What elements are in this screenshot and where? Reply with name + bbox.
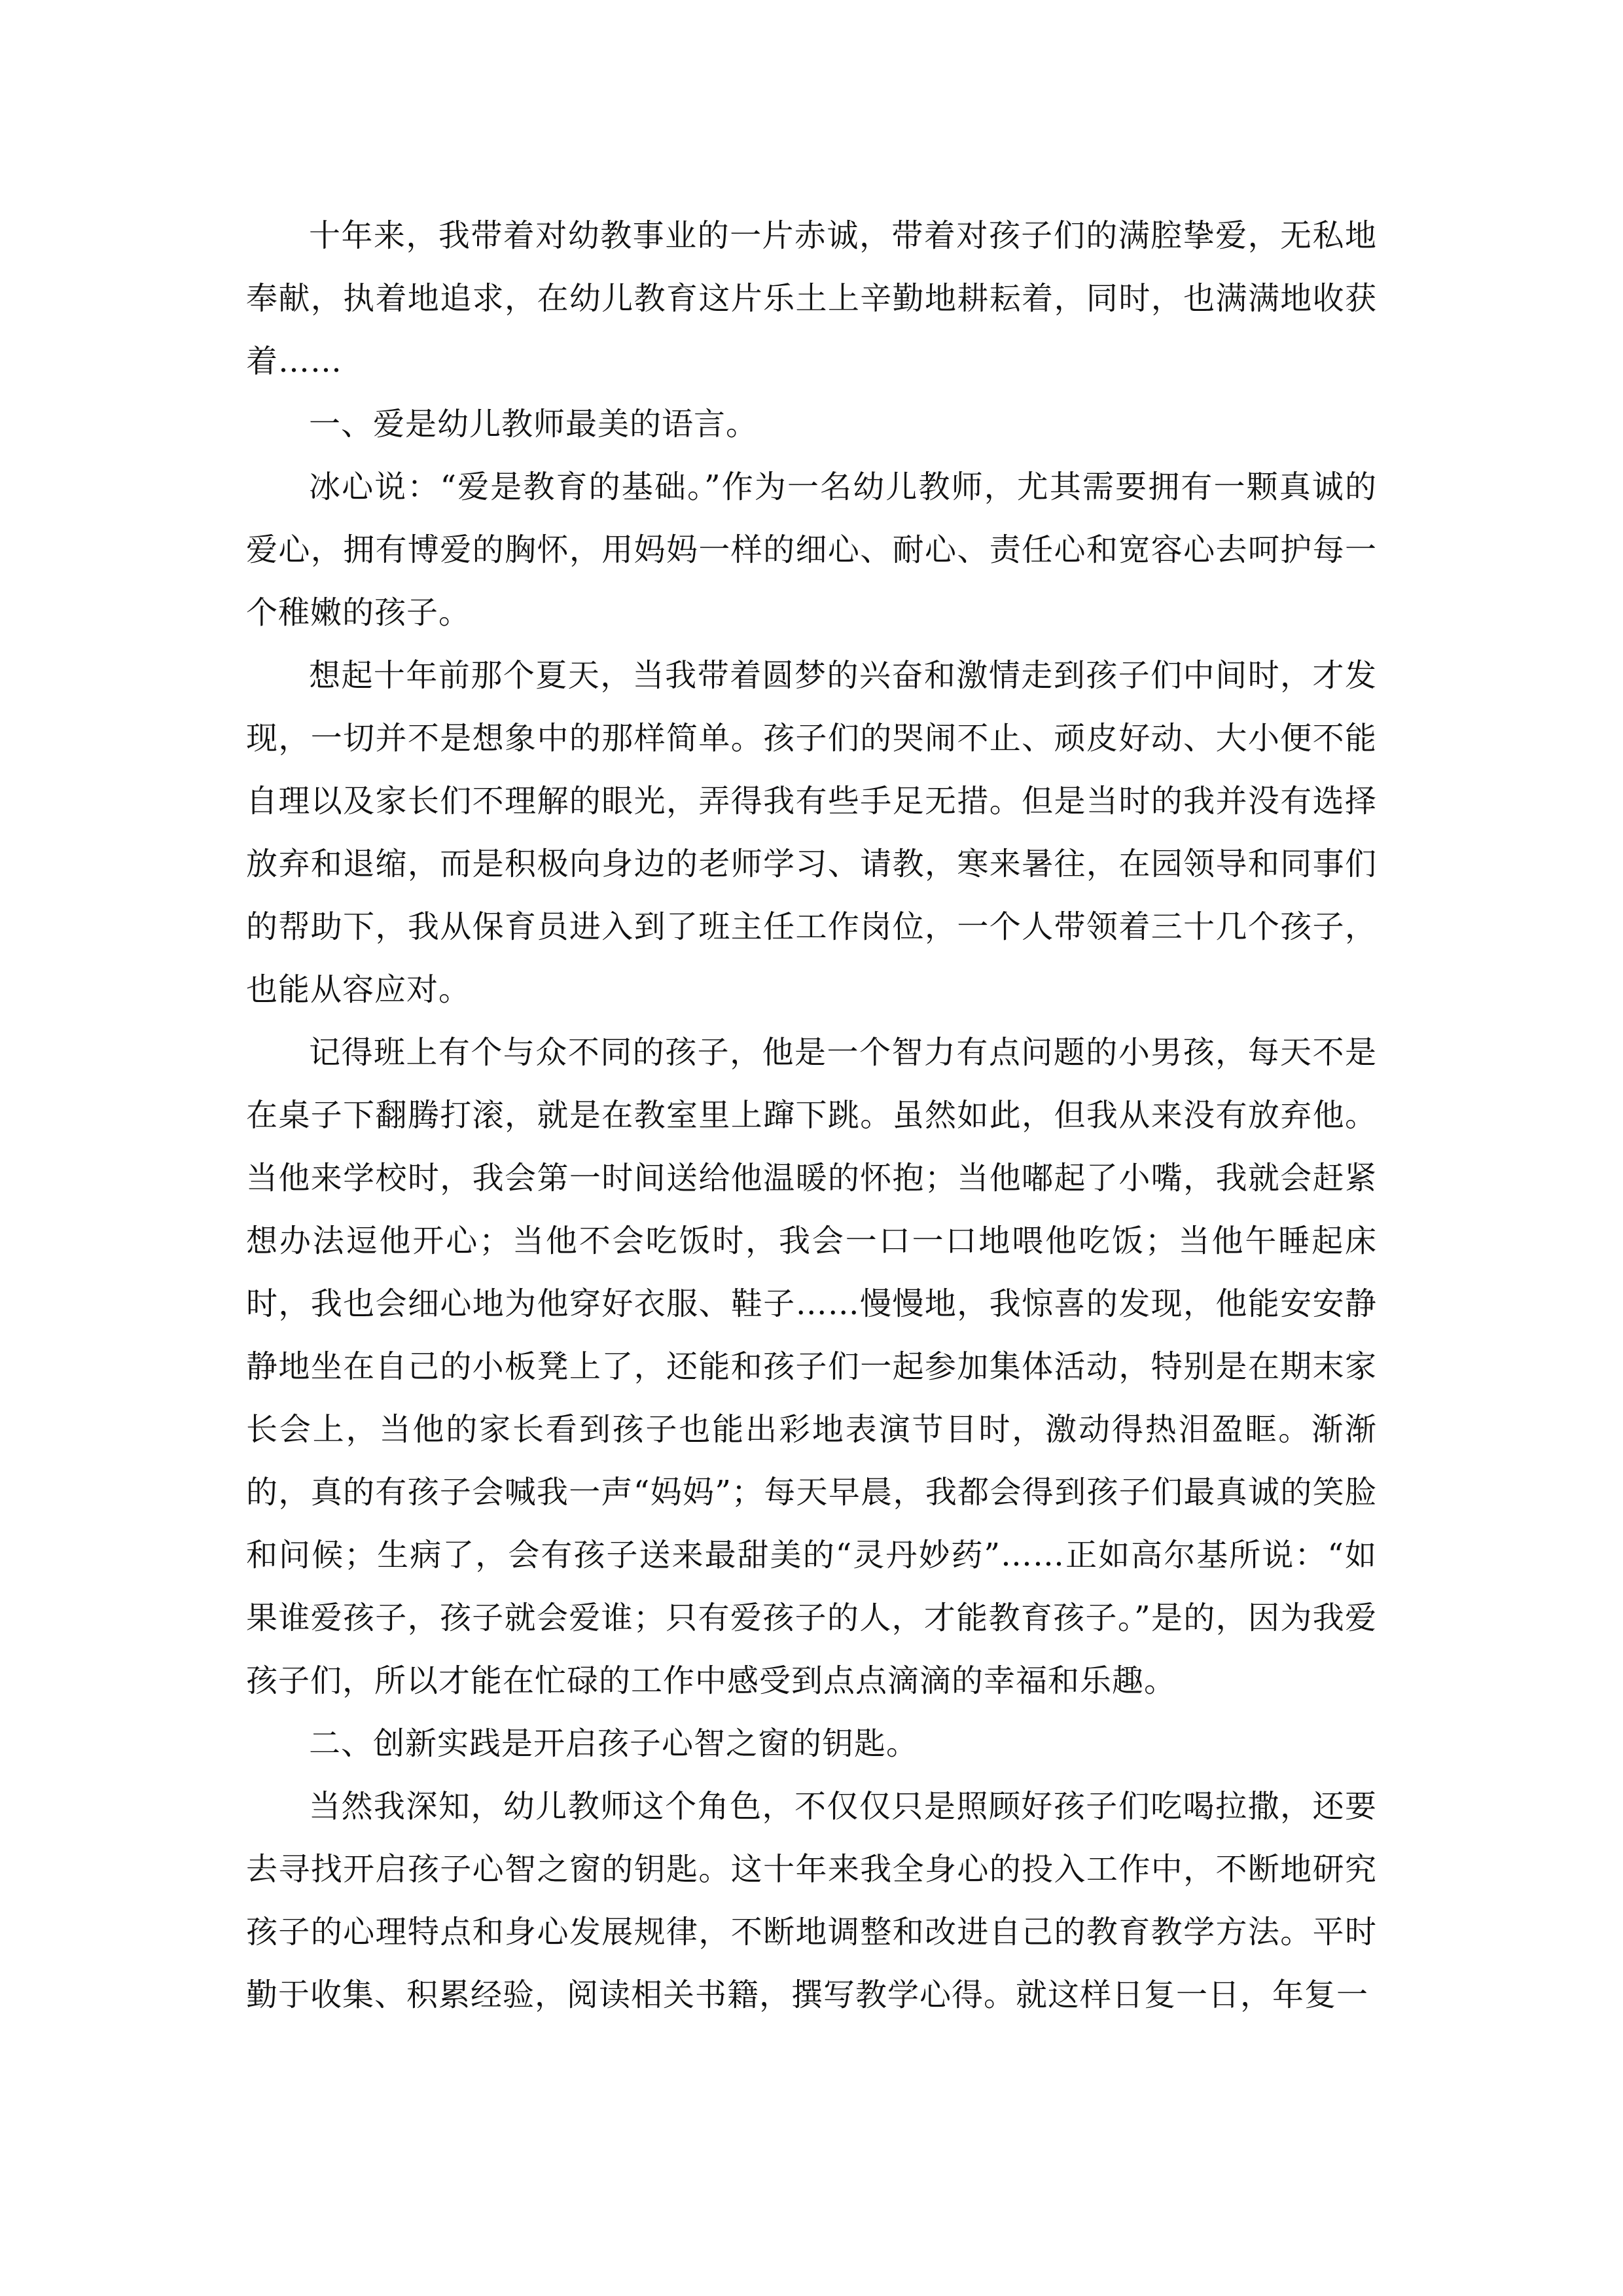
section-heading-2: 二、创新实践是开启孩子心智之窗的钥匙。 bbox=[309, 1725, 919, 1762]
paragraph-bingxin-quote: 冰心说：“爱是教育的基础。”作为一名幼儿教师，尤其需要拥有一颗真诚的爱心，拥有博爱的胸怀，用妈妈一样的细心、耐心、责任心和宽容心去呵护每一个稚嫩的孩子。 bbox=[246, 469, 1377, 631]
paragraph-intro: 十年来，我带着对幼教事业的一片赤诚，带着对孩子们的满腔挚爱，无私地奉献，执着地追求，在幼儿教育这片乐土上辛勤地耕耘着，同时，也满满地收获着…… bbox=[246, 217, 1377, 380]
paragraph-innovation: 当然我深知，幼儿教师这个角色，不仅仅只是照顾好孩子们吃喝拉撒，还要去寻找开启孩子心智之窗的钥匙。这十年来我全身心的投入工作中，不断地研究孩子的心理特点和身心发展规律，不断地调整和改进自己的教育教学方法。平时勤于收集、积累经验，阅读相关书籍，撰写教学心得。就这样日复一日，年复一 bbox=[246, 1788, 1377, 2013]
document-body bbox=[246, 204, 1377, 2026]
section-heading-1: 一、爱是幼儿教师最美的语言。 bbox=[309, 406, 758, 442]
paragraph-ten-years-ago: 想起十年前那个夏天，当我带着圆梦的兴奋和激情走到孩子们中间时，才发现，一切并不是想象中的那样简单。孩子们的哭闹不止、顽皮好动、大小便不能自理以及家长们不理解的眼光，弄得我有些手足无措。但是当时的我并没有选择放弃和退缩，而是积极向身边的老师学习、请教，寒来暑往，在园领导和同事们的帮助下，我从保育员进入到了班主任工作岗位，一个人带领着三十几个孩子，也能从容应对。 bbox=[246, 657, 1377, 1008]
paragraph-special-child: 记得班上有个与众不同的孩子，他是一个智力有点问题的小男孩，每天不是在桌子下翻腾打滚，就是在教室里上蹿下跳。虽然如此，但我从来没有放弃他。当他来学校时，我会第一时间送给他温暖的怀抱；当他嘟起了小嘴，我就会赶紧想办法逗他开心；当他不会吃饭时，我会一口一口地喂他吃饭；当他午睡起床时，我也会细心地为他穿好衣服、鞋子……慢慢地，我惊喜的发现，他能安安静静地坐在自己的小板凳上了，还能和孩子们一起参加集体活动，特别是在期末家长会上，当他的家长看到孩子也能出彩地表演节目时，激动得热泪盈眶。渐渐的，真的有孩子会喊我一声“妈妈”；每天早晨，我都会得到孩子们最真诚的笑脸和问候；生病了，会有孩子送来最甜美的“灵丹妙药”……正如高尔基所说：“如果谁爱孩子，孩子就会爱谁；只有爱孩子的人，才能教育孩子。”是的，因为我爱孩子们，所以才能在忙碌的工作中感受到点点滴滴的幸福和乐趣。 bbox=[246, 1034, 1377, 1699]
